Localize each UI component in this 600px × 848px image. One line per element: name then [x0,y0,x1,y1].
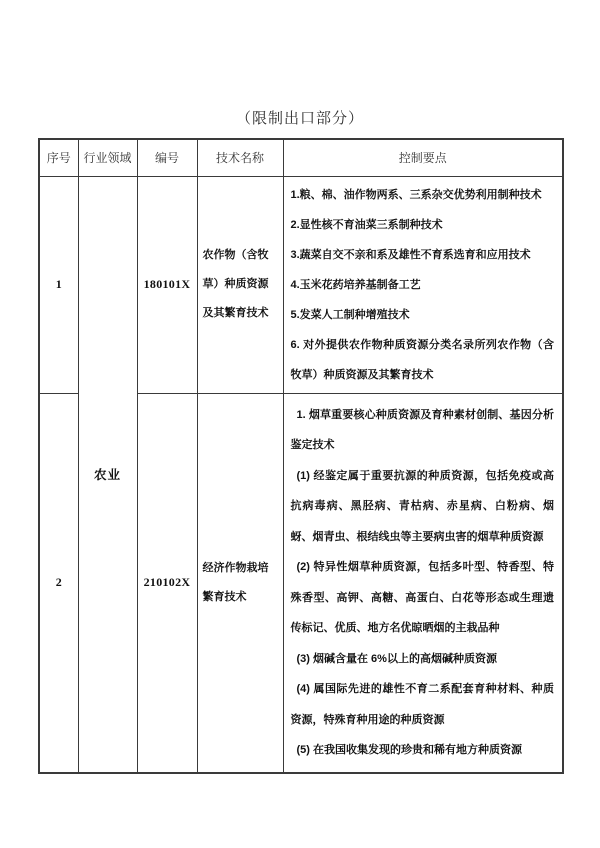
row-1-index: 1 [39,176,78,393]
control-point-item: 3.蔬菜自交不亲和系及雄性不育系选育和应用技术 [290,248,531,261]
row-1-tech-name: 农作物（含牧草）种质资源及其繁育技术 [197,176,283,393]
col-header-index: 序号 [39,139,78,176]
row-1-control-points [283,176,563,393]
row-2-tech-name: 经济作物栽培繁育技术 [197,393,283,773]
col-header-code: 编号 [137,139,197,176]
control-point-item: 1. 烟草重要核心种质资源及育种素材创制、基因分析鉴定技术 [290,408,554,452]
row-1-code: 180101X [137,176,197,393]
control-point-item: 4.玉米花药培养基制备工艺 [290,278,421,291]
control-point-item: (4) 属国际先进的雄性不育二系配套育种材料、种质资源，特殊育种用途的种质资源 [290,683,554,726]
industry-cell: 农业 [78,176,137,773]
col-header-control-points: 控制要点 [283,139,563,176]
control-point-item: 6. 对外提供农作物种质资源分类名录所列农作物（含牧草）种质资源及其繁育技术 [290,338,554,381]
table-header-row [39,139,563,176]
control-point-item: (5) 在我国收集发现的珍贵和稀有地方种质资源 [296,744,522,757]
page-title: （限制出口部分） [235,110,364,127]
control-point-item: 1.粮、棉、油作物两系、三系杂交优势利用制种技术 [290,188,542,201]
control-point-item: 5.发菜人工制种增殖技术 [290,308,410,321]
col-header-industry: 行业领域 [78,139,137,176]
row-2-control-points [283,393,563,773]
control-point-item: 2.显性核不育油菜三系制种技术 [290,218,443,231]
control-point-item: (1) 经鉴定属于重要抗源的种质资源，包括免疫或高抗病毒病、黑胫病、青枯病、赤星病、白粉病、烟蚜、烟青虫、根结线虫等主要病虫害的烟草种质资源 [290,469,554,543]
control-point-item: (3) 烟碱含量在 6%以上的高烟碱种质资源 [296,652,497,665]
row-2-code: 210102X [137,393,197,773]
row-2-index: 2 [39,393,78,773]
table-row-1 [39,176,563,393]
export-control-table [38,138,564,774]
control-point-item: (2) 特异性烟草种质资源，包括多叶型、特香型、特殊香型、高钾、高糖、高蛋白、白花等形态或生理遗传标记、优质、地方名优晾晒烟的主栽品种 [290,561,554,635]
col-header-tech-name: 技术名称 [197,139,283,176]
